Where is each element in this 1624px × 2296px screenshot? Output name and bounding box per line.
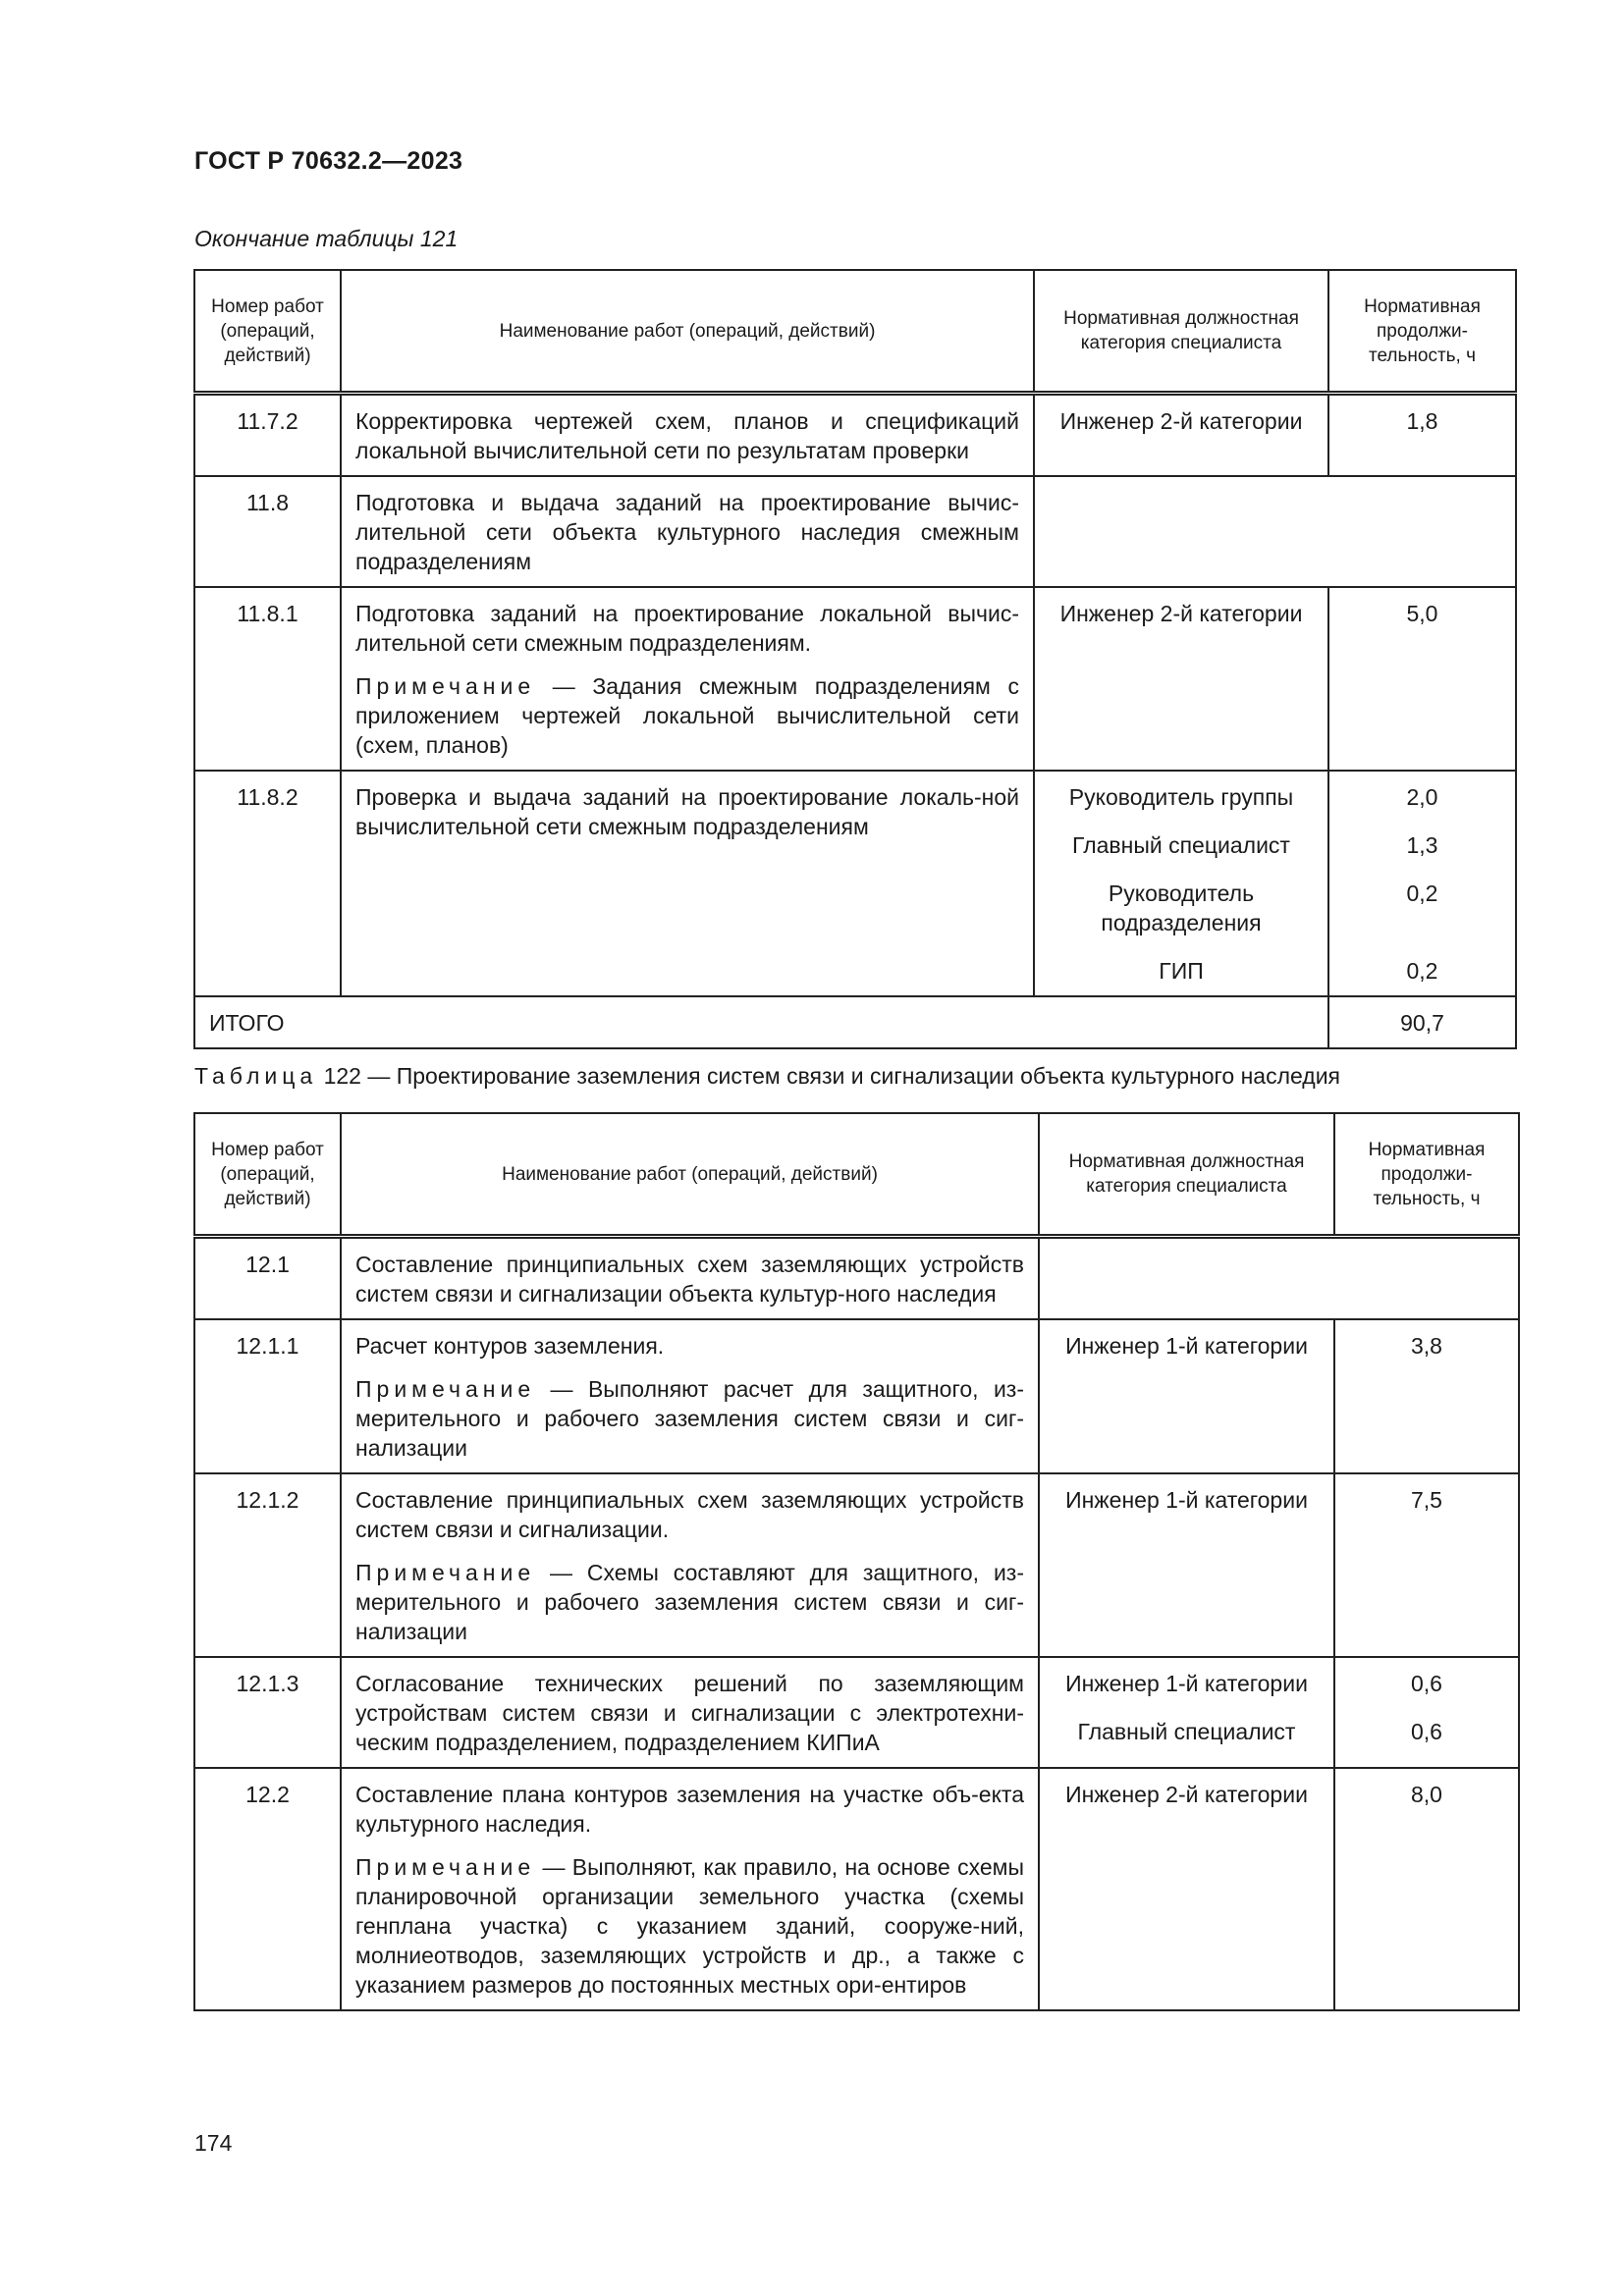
note-label: Примечание bbox=[355, 1854, 536, 1880]
total-row bbox=[194, 996, 1516, 1048]
table-row bbox=[194, 1657, 1519, 1768]
table-row bbox=[194, 476, 1516, 587]
specialist-category-cell bbox=[1034, 394, 1328, 477]
note-label: Примечание bbox=[355, 1560, 536, 1585]
work-description-cell bbox=[341, 394, 1034, 477]
table-caption-label: Таблица bbox=[194, 1063, 318, 1089]
specialist-category-cell bbox=[1039, 1237, 1519, 1320]
specialist-category: Инженер 1-й категории bbox=[1065, 1487, 1308, 1513]
column-header-name: Наименование работ (операций, действий) bbox=[341, 270, 1034, 394]
duration-value: 0,6 bbox=[1411, 1671, 1442, 1696]
duration-value: 5,0 bbox=[1406, 601, 1438, 626]
duration-cell bbox=[1334, 1768, 1519, 2010]
duration-value: 0,2 bbox=[1406, 881, 1438, 906]
specialist-category: Инженер 2-й категории bbox=[1059, 601, 1303, 626]
duration-value: 1,3 bbox=[1406, 832, 1438, 858]
work-description: Расчет контуров заземления. bbox=[355, 1333, 665, 1359]
table-row bbox=[194, 394, 1516, 477]
specialist-category-cell bbox=[1039, 1657, 1334, 1768]
specialist-category: Инженер 1-й категории bbox=[1065, 1671, 1308, 1696]
specialist-category: Инженер 2-й категории bbox=[1059, 408, 1303, 434]
specialist-category-cell bbox=[1039, 1473, 1334, 1657]
work-note bbox=[355, 1852, 1024, 2000]
specialist-category: ГИП bbox=[1159, 958, 1204, 984]
column-header-name: Наименование работ (операций, действий) bbox=[341, 1113, 1039, 1237]
work-number: 12.2 bbox=[194, 1768, 341, 2010]
duration-value: 8,0 bbox=[1411, 1782, 1442, 1807]
specialist-category-cell bbox=[1034, 476, 1516, 587]
work-number: 11.8 bbox=[194, 476, 341, 587]
work-description: Составление плана контуров заземления на участке объ-екта культурного наследия. bbox=[355, 1782, 1024, 1837]
duration-value: 2,0 bbox=[1406, 784, 1438, 810]
work-number: 12.1 bbox=[194, 1237, 341, 1320]
work-note bbox=[355, 1558, 1024, 1646]
duration-cell bbox=[1328, 771, 1516, 996]
column-header-category: Нормативная должностная категория специалиста bbox=[1039, 1113, 1334, 1237]
table-row bbox=[194, 771, 1516, 996]
column-header-category: Нормативная должностная категория специалиста bbox=[1034, 270, 1328, 394]
work-description: Подготовка и выдача заданий на проектирование вычис-лительной сети объекта культурного наследия смежным подразделениям bbox=[355, 490, 1019, 574]
table-121 bbox=[193, 269, 1517, 1049]
note-text: — Задания смежным подразделениям с приложением чертежей локальной вычислительной сети (схем, планов) bbox=[355, 673, 1019, 758]
work-description: Составление принципиальных схем заземляющих устройств систем связи и сигнализации объекта культур-ного наследия bbox=[355, 1252, 1024, 1307]
work-description-cell bbox=[341, 1237, 1039, 1320]
work-description-cell bbox=[341, 1473, 1039, 1657]
duration-cell bbox=[1334, 1657, 1519, 1768]
duration-cell bbox=[1334, 1473, 1519, 1657]
work-description: Согласование технических решений по заземляющим устройствам систем связи и сигнализации с электротехни-ческим подразделением, подразделением КИПиА bbox=[355, 1671, 1024, 1755]
work-description: Подготовка заданий на проектирование локальной вычис-лительной сети смежным подразделениям. bbox=[355, 601, 1019, 656]
note-label: Примечание bbox=[355, 673, 536, 699]
table-122 bbox=[193, 1112, 1520, 2011]
note-text: — Выполняют расчет для защитного, из-мерительного и рабочего заземления систем связи и сиг-нализации bbox=[355, 1376, 1024, 1461]
specialist-category: Руководитель группы bbox=[1068, 784, 1294, 810]
work-number: 11.8.2 bbox=[194, 771, 341, 996]
table-121-header-row bbox=[194, 270, 1516, 394]
work-number: 11.8.1 bbox=[194, 587, 341, 771]
total-label: ИТОГО bbox=[194, 996, 1328, 1048]
duration-cell bbox=[1334, 1319, 1519, 1473]
work-number: 12.1.1 bbox=[194, 1319, 341, 1473]
specialist-category: Инженер 2-й категории bbox=[1065, 1782, 1308, 1807]
duration-value: 0,2 bbox=[1406, 958, 1438, 984]
table-122-caption bbox=[194, 1063, 1340, 1090]
work-note bbox=[355, 671, 1019, 760]
duration-cell bbox=[1328, 587, 1516, 771]
specialist-category: Главный специалист bbox=[1072, 832, 1290, 858]
specialist-category-cell bbox=[1034, 771, 1328, 996]
specialist-category-cell bbox=[1034, 587, 1328, 771]
note-text: — Схемы составляют для защитного, из-мерительного и рабочего заземления систем связи и сиг-нализации bbox=[355, 1560, 1024, 1644]
specialist-category-cell bbox=[1039, 1768, 1334, 2010]
work-description-cell bbox=[341, 1657, 1039, 1768]
table-caption-text: 122 — Проектирование заземления систем связи и сигнализации объекта культурного наследия bbox=[323, 1063, 1341, 1089]
table-122-header-row bbox=[194, 1113, 1519, 1237]
work-description-cell bbox=[341, 476, 1034, 587]
work-number: 11.7.2 bbox=[194, 394, 341, 477]
duration-value: 7,5 bbox=[1411, 1487, 1442, 1513]
table-row bbox=[194, 587, 1516, 771]
table-row bbox=[194, 1473, 1519, 1657]
work-description: Проверка и выдача заданий на проектирование локаль-ной вычислительной сети смежным подразделениям bbox=[355, 784, 1019, 839]
duration-value: 1,8 bbox=[1406, 408, 1438, 434]
table-row bbox=[194, 1237, 1519, 1320]
column-header-duration: Нормативная продолжи-тельность, ч bbox=[1334, 1113, 1519, 1237]
specialist-category-cell bbox=[1039, 1319, 1334, 1473]
duration-value: 0,6 bbox=[1411, 1719, 1442, 1744]
work-description: Корректировка чертежей схем, планов и спецификаций локальной вычислительной сети по результатам проверки bbox=[355, 408, 1019, 463]
work-note bbox=[355, 1374, 1024, 1463]
work-number: 12.1.2 bbox=[194, 1473, 341, 1657]
duration-value: 3,8 bbox=[1411, 1333, 1442, 1359]
specialist-category: Инженер 1-й категории bbox=[1065, 1333, 1308, 1359]
column-header-number: Номер работ (операций, действий) bbox=[194, 1113, 341, 1237]
table-row bbox=[194, 1768, 1519, 2010]
page-number: 174 bbox=[194, 2130, 233, 2156]
specialist-category: Главный специалист bbox=[1077, 1719, 1296, 1744]
document-header: ГОСТ Р 70632.2—2023 bbox=[194, 147, 463, 175]
work-number: 12.1.3 bbox=[194, 1657, 341, 1768]
note-text: — Выполняют, как правило, на основе схемы планировочной организации земельного участка (схемы генплана участка) с указанием зданий, сооруже-ний, молниеотводов, заземляющих устройств и др., а также с указанием размеров до постоянных местных ори-ентиров bbox=[355, 1854, 1024, 1998]
note-label: Примечание bbox=[355, 1376, 536, 1402]
work-description-cell bbox=[341, 587, 1034, 771]
total-value: 90,7 bbox=[1328, 996, 1516, 1048]
work-description-cell bbox=[341, 771, 1034, 996]
specialist-category: Руководитель подразделения bbox=[1101, 881, 1262, 935]
duration-cell bbox=[1328, 394, 1516, 477]
column-header-duration: Нормативная продолжи-тельность, ч bbox=[1328, 270, 1516, 394]
column-header-number: Номер работ (операций, действий) bbox=[194, 270, 341, 394]
work-description: Составление принципиальных схем заземляющих устройств систем связи и сигнализации. bbox=[355, 1487, 1024, 1542]
work-description-cell bbox=[341, 1319, 1039, 1473]
table-row bbox=[194, 1319, 1519, 1473]
work-description-cell bbox=[341, 1768, 1039, 2010]
table-121-continuation-label: Окончание таблицы 121 bbox=[194, 226, 459, 251]
